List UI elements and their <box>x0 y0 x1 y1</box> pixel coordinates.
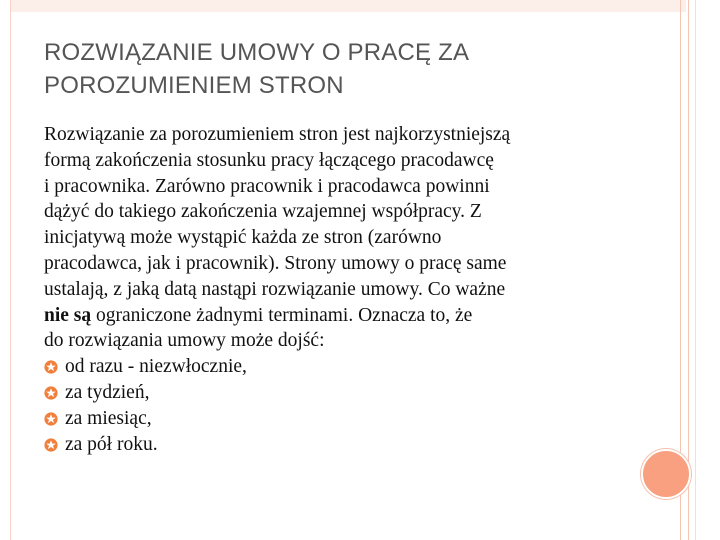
frame-right-margin <box>686 0 720 540</box>
list-item <box>44 432 644 458</box>
star-bullet-icon <box>44 360 58 374</box>
list-item-text: za tydzień, <box>65 381 150 403</box>
frame-right-line <box>695 0 696 540</box>
frame-right-line <box>688 0 689 540</box>
slide-title-line: POROZUMIENIEM STRON <box>44 72 344 99</box>
star-bullet-icon <box>44 438 58 452</box>
decorative-circle <box>641 449 691 499</box>
body-line: Rozwiązanie za porozumieniem stron jest najkorzystniejszą <box>44 124 511 145</box>
list-item <box>44 354 644 380</box>
body-line: dążyć do takiego zakończenia wzajemnej współpracy. Z <box>44 201 482 223</box>
list-item <box>44 406 644 432</box>
body-line: inicjatywą może wystąpić każda ze stron (zarówno <box>44 227 442 249</box>
body-line <box>44 303 644 329</box>
star-bullet-icon <box>44 412 58 426</box>
body-line: ustalają, z jaką datą nastąpi rozwiązanie umowy. Co ważne <box>44 278 506 300</box>
list-item <box>44 380 644 406</box>
list-item-text: za miesiąc, <box>65 407 152 429</box>
star-bullet-icon <box>44 386 58 400</box>
list-item-text: od razu - niezwłocznie, <box>65 356 247 378</box>
body-line: formą zakończenia stosunku pracy łączącego pracodawcę <box>44 149 494 171</box>
frame-left-border <box>10 0 11 540</box>
list-item-text: za pół roku. <box>65 433 158 455</box>
body-bold-text: nie są <box>44 304 92 326</box>
body-text: ograniczone żadnymi terminami. Oznacza to, że <box>91 304 473 326</box>
slide-title-line: ROZWIĄZANIE UMOWY O PRACĘ ZA <box>44 39 470 66</box>
body-line: i pracownika. Zarówno pracownik i pracodawca powinni <box>44 175 490 197</box>
frame-top-border <box>10 0 686 12</box>
body-line: do rozwiązania umowy może dojść: <box>44 330 325 352</box>
slide-body <box>44 122 644 457</box>
body-line: pracodawca, jak i pracownik). Strony umowy o pracę same <box>44 252 507 274</box>
slide-title <box>44 36 644 102</box>
